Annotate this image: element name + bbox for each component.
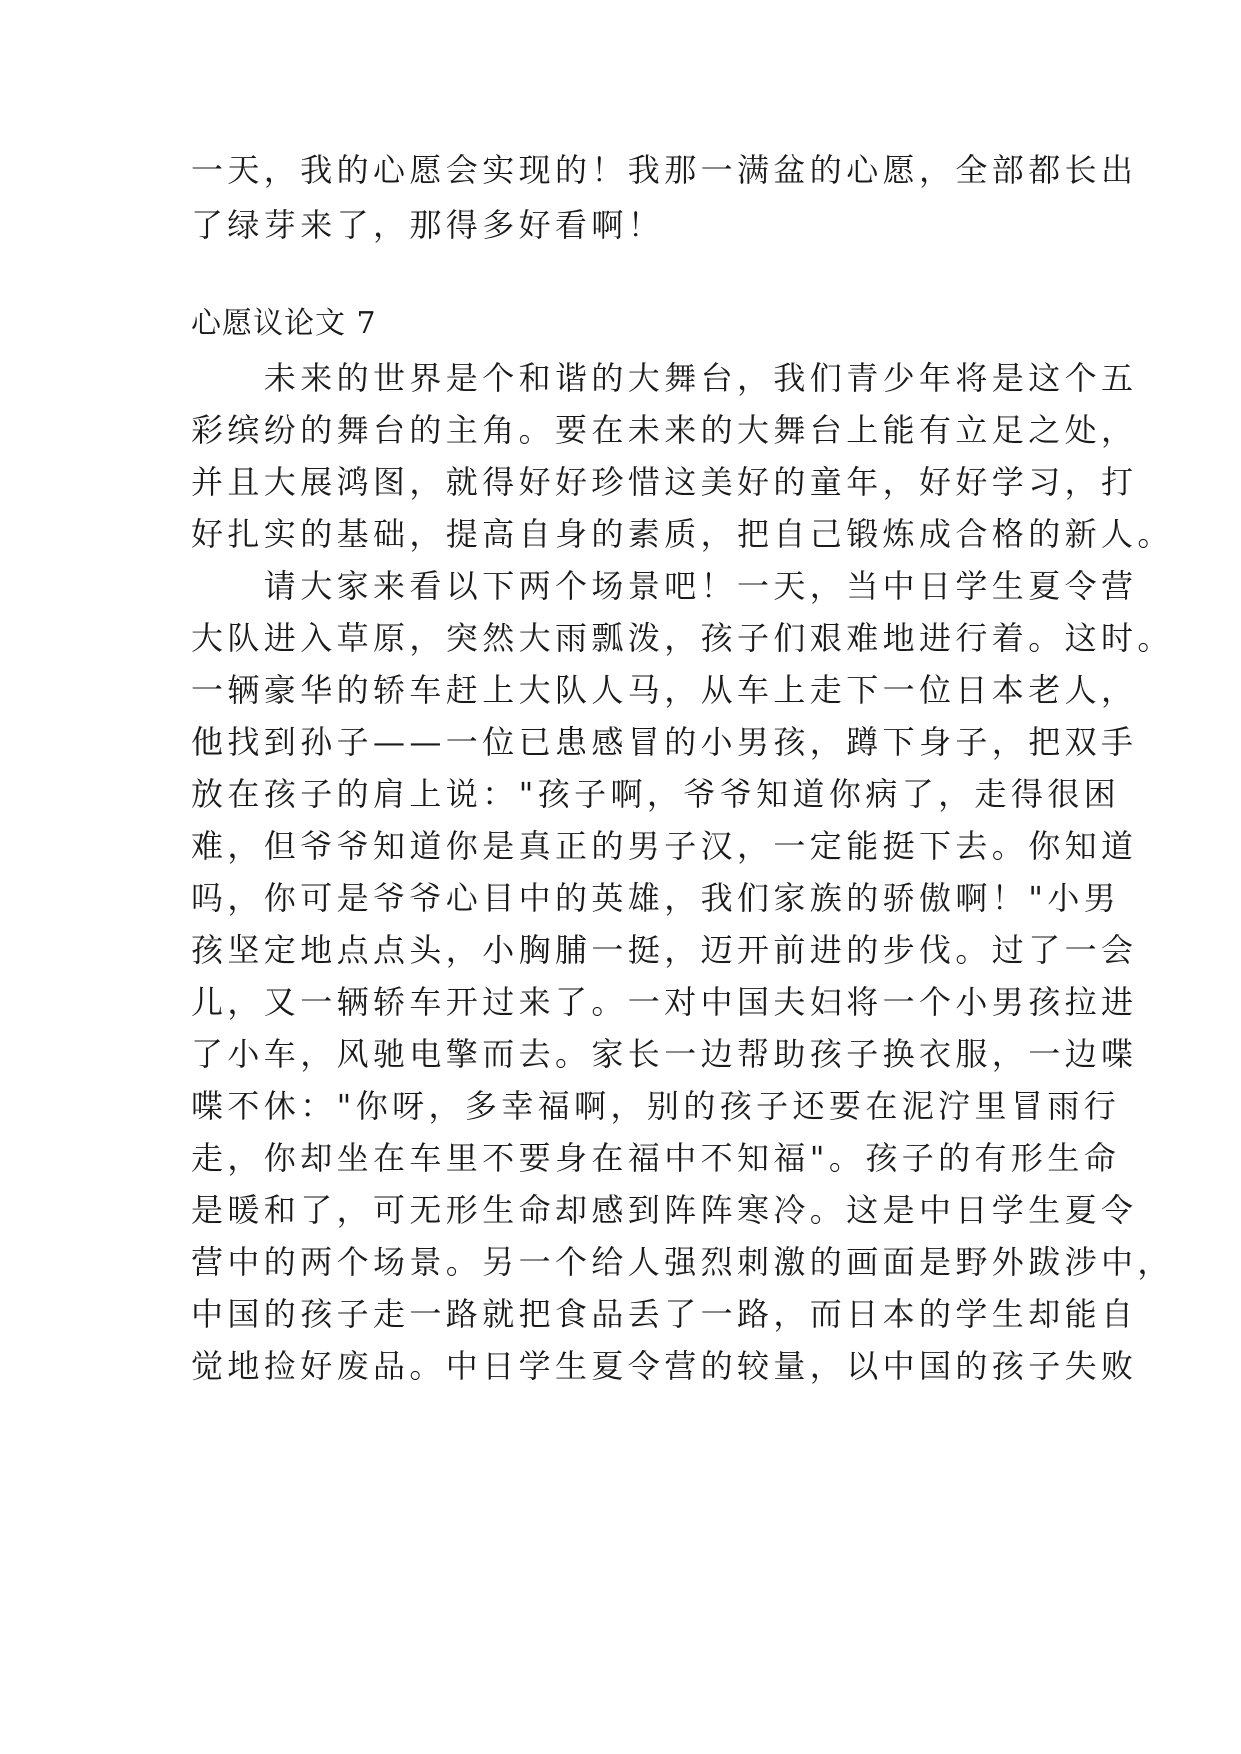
paragraph-line: 未来的世界是个和谐的大舞台，我们青少年将是这个五 [191,359,1138,397]
intro-line: 了绿芽来了，那得多好看啊！ [191,206,665,244]
paragraph-line: 中国的孩子走一路就把食品丢了一路，而日本的学生却能自 [191,1295,1138,1333]
paragraph-line: 营中的两个场景。另一个给人强烈刺激的画面是野外跋涉中， [191,1243,1174,1281]
paragraph-line: 吗，你可是爷爷心目中的英雄，我们家族的骄傲啊！"小男 [191,879,1121,917]
paragraph-line: 孩坚定地点点头，小胸脯一挺，迈开前进的步伐。过了一会 [191,931,1138,969]
paragraph-line: 彩缤纷的舞台的主角。要在未来的大舞台上能有立足之处， [191,411,1138,449]
intro-line: 一天，我的心愿会实现的！我那一满盆的心愿，全部都长出 [191,151,1138,189]
paragraph-line: 请大家来看以下两个场景吧！一天，当中日学生夏令营 [191,567,1138,605]
paragraph-line: 他找到孙子——一位已患感冒的小男孩，蹲下身子，把双手 [191,723,1138,761]
paragraph-line: 儿，又一辆轿车开过来了。一对中国夫妇将一个小男孩拉进 [191,983,1138,1021]
paragraph-line: 好扎实的基础，提高自身的素质，把自己锻炼成合格的新人。 [191,515,1174,553]
paragraph-line: 大队进入草原，突然大雨瓢泼，孩子们艰难地进行着。这时。 [191,619,1174,657]
paragraph-line: 喋不休："你呀，多幸福啊，别的孩子还要在泥泞里冒雨行 [191,1087,1121,1125]
paragraph-line: 是暖和了，可无形生命却感到阵阵寒冷。这是中日学生夏令 [191,1191,1138,1229]
paragraph-line: 一辆豪华的轿车赶上大队人马，从车上走下一位日本老人， [191,671,1138,709]
paragraph-line: 放在孩子的肩上说："孩子啊，爷爷知道你病了，走得很困 [191,775,1121,813]
paragraph-line: 并且大展鸿图，就得好好珍惜这美好的童年，好好学习，打 [191,463,1138,501]
paragraph-line: 难，但爷爷知道你是真正的男子汉，一定能挺下去。你知道 [191,827,1138,865]
paragraph-line: 觉地捡好废品。中日学生夏令营的较量，以中国的孩子失败 [191,1347,1138,1385]
section-title: 心愿议论文 7 [191,306,377,341]
paragraph-line: 走，你却坐在车里不要身在福中不知福"。孩子的有形生命 [191,1139,1121,1177]
paragraph-line: 了小车，风驰电擎而去。家长一边帮助孩子换衣服，一边喋 [191,1035,1138,1073]
